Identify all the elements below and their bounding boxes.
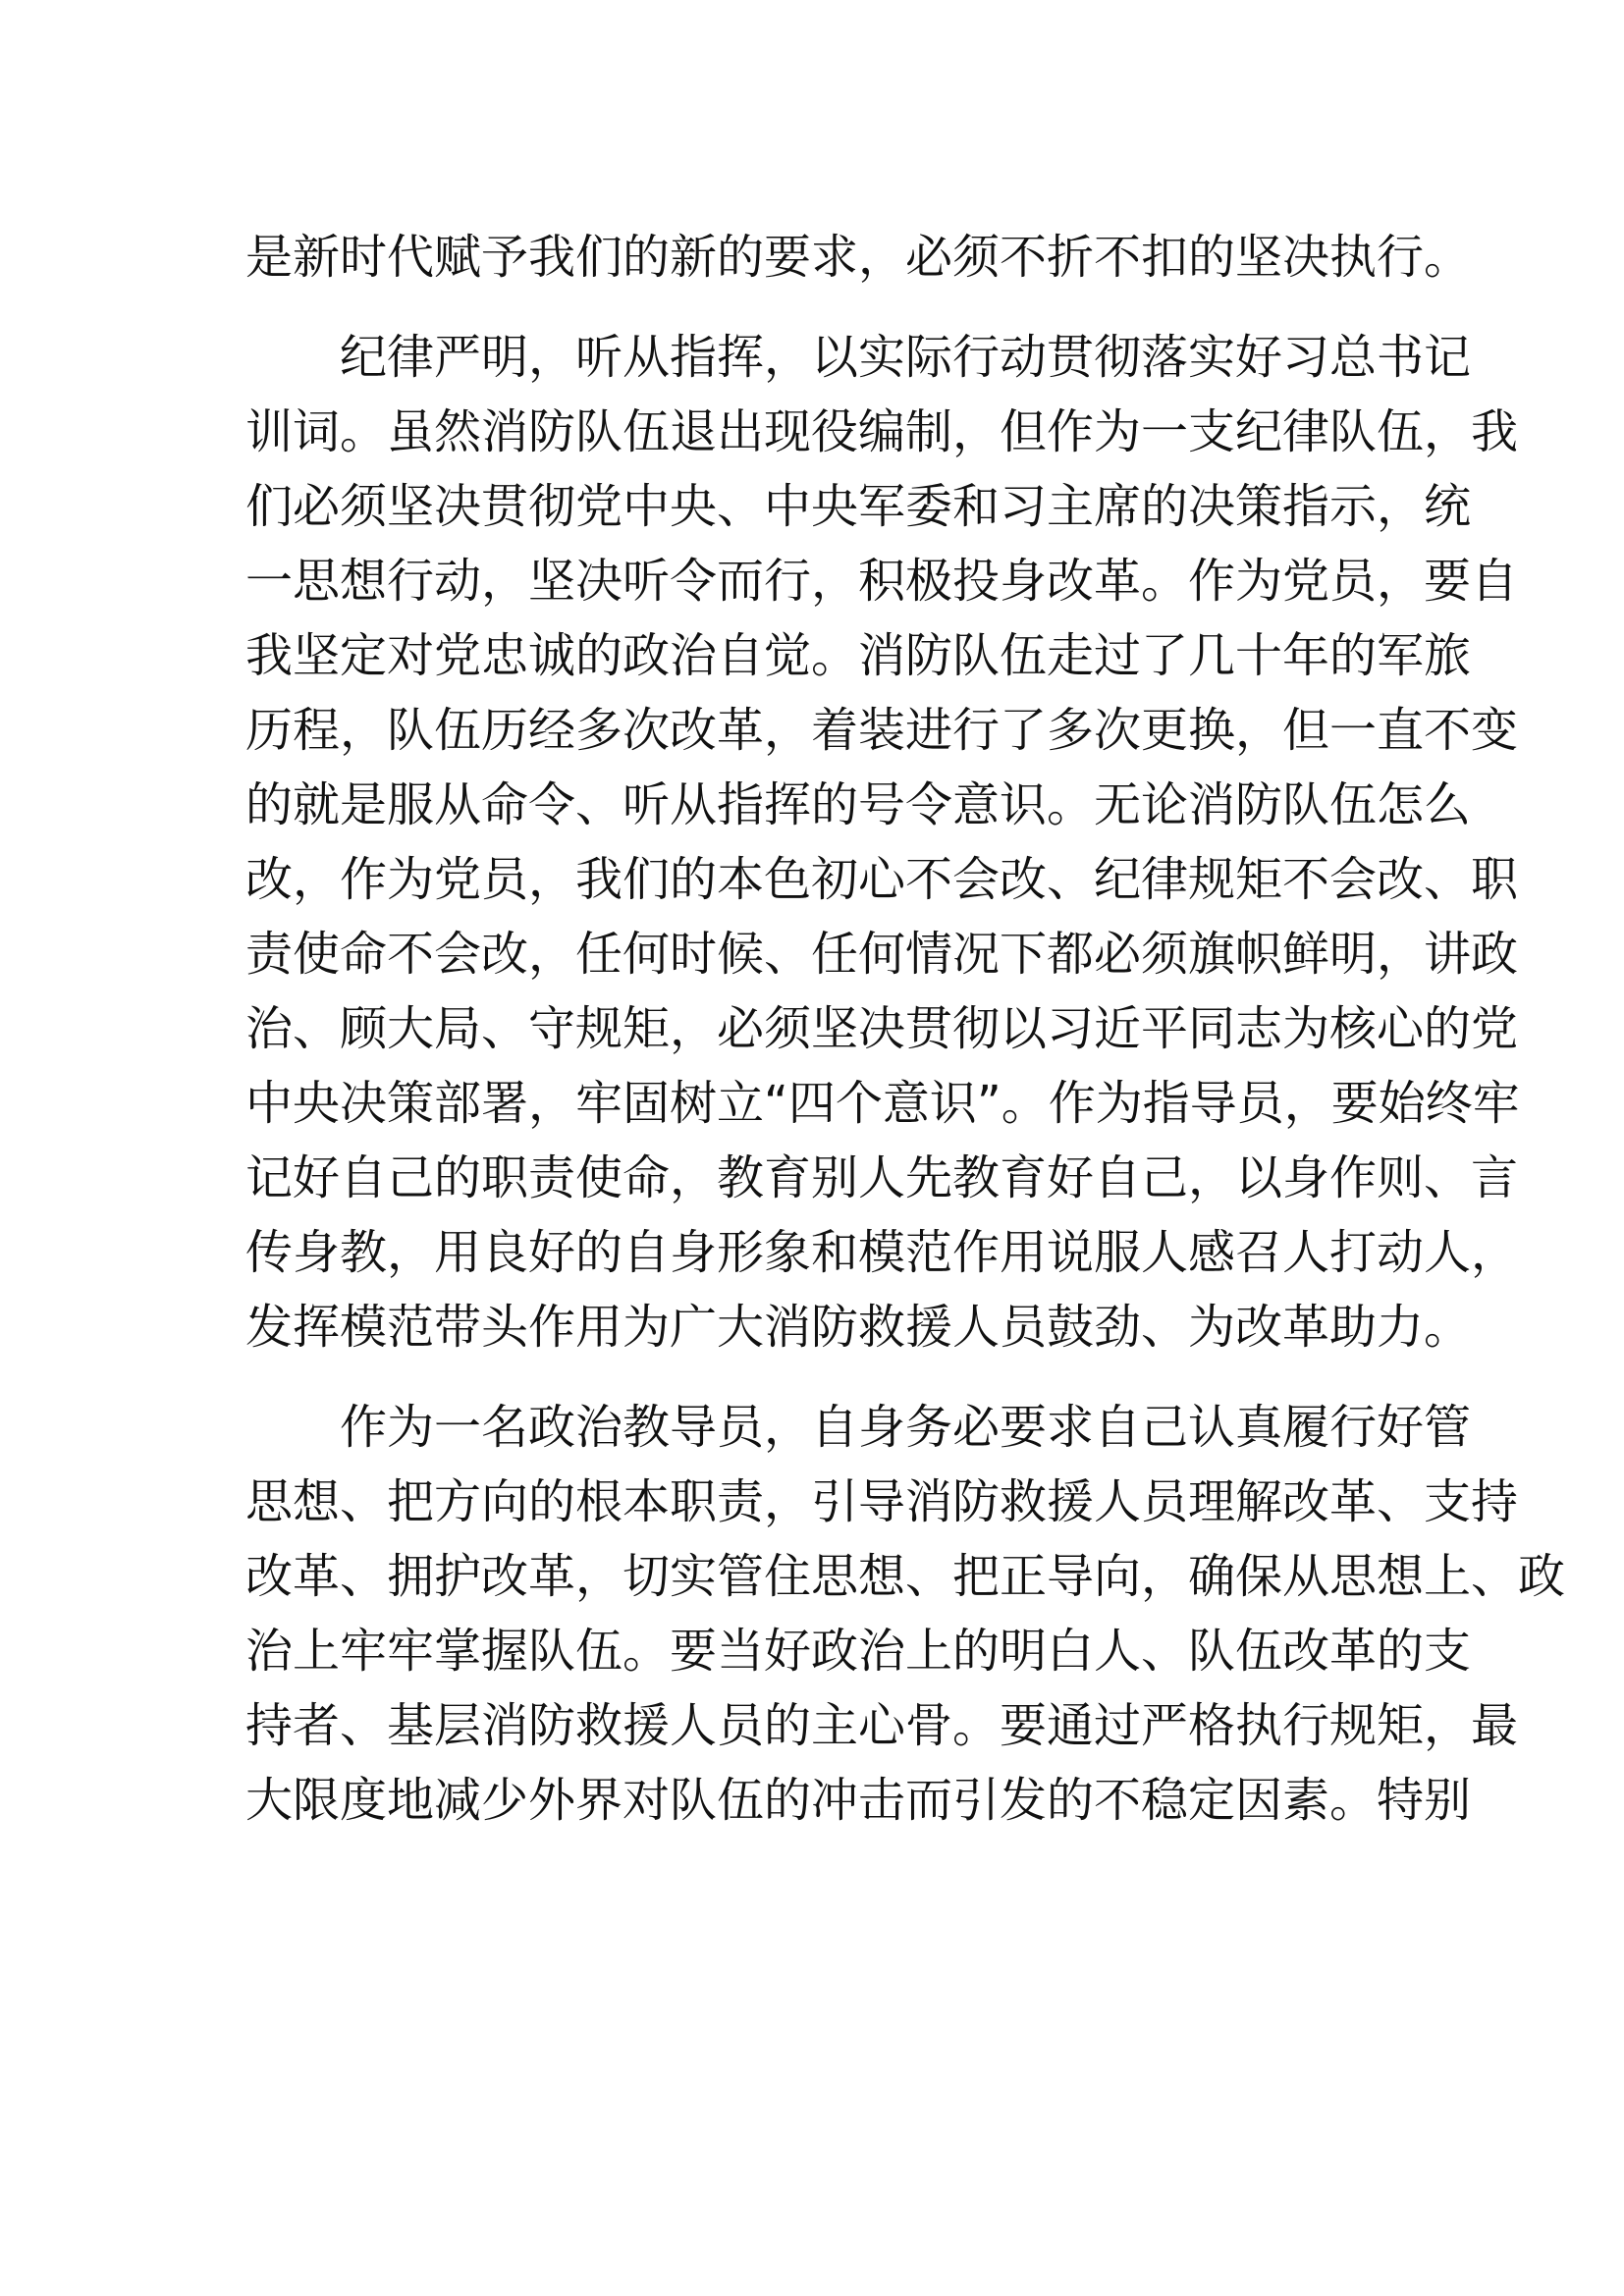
paragraph-spacer	[245, 1364, 1394, 1390]
text-line: 训词。虽然消防队伍退出现役编制，但作为一支纪律队伍，我	[245, 404, 1519, 459]
text-line: 改，作为党员，我们的本色初心不会改、纪律规矩不会改、职	[245, 852, 1519, 907]
text-line: 中央决策部署，牢固树立“四个意识”。作为指导员，要始终牢	[245, 1076, 1520, 1131]
text-line: 改革、拥护改革，切实管住思想、把正导向，确保从思想上、政	[245, 1549, 1566, 1604]
paragraph-1	[245, 220, 1472, 294]
text-line: 纪律严明，听从指挥，以实际行动贯彻落实好习总书记	[340, 330, 1472, 385]
text-line: 历程，队伍历经多次改革，着装进行了多次更换，但一直不变	[245, 703, 1519, 758]
text-line: 治、顾大局、守规矩，必须坚决贯彻以习近平同志为核心的党	[245, 1001, 1519, 1056]
text-line: 作为一名政治教导员，自身务必要求自己认真履行好管	[340, 1400, 1472, 1455]
text-line: 责使命不会改，任何时候、任何情况下都必须旗帜鲜明，讲政	[245, 927, 1519, 982]
text-line: 的就是服从命令、听从指挥的号令意识。无论消防队伍怎么	[245, 777, 1472, 832]
document-body	[245, 220, 1566, 1838]
paragraph-2	[245, 320, 1520, 1364]
text-line: 思想、把方向的根本职责，引导消防救援人员理解改革、支持	[245, 1474, 1519, 1529]
text-line: 发挥模范带头作用为广大消防救援人员鼓劲、为改革助力。	[245, 1300, 1472, 1355]
text-line: 治上牢牢掌握队伍。要当好政治上的明白人、队伍改革的支	[245, 1624, 1472, 1679]
text-line: 我坚定对党忠诚的政治自觉。消防队伍走过了几十年的军旅	[245, 628, 1472, 683]
text-line: 记好自己的职责使命，教育别人先教育好自己，以身作则、言	[245, 1150, 1519, 1205]
text-line: 传身教，用良好的自身形象和模范作用说服人感召人打动人，	[245, 1225, 1519, 1280]
paragraph-spacer	[245, 294, 1394, 320]
text-line: 们必须坚决贯彻党中央、中央军委和习主席的决策指示，统	[245, 479, 1472, 534]
text-line: 一思想行动，坚决听令而行，积极投身改革。作为党员，要自	[245, 554, 1519, 609]
text-line: 大限度地减少外界对队伍的冲击而引发的不稳定因素。特别	[245, 1773, 1472, 1828]
paragraph-3	[245, 1390, 1566, 1838]
text-line: 是新时代赋予我们的新的要求，必须不折不扣的坚决执行。	[245, 230, 1472, 285]
text-line: 持者、基层消防救援人员的主心骨。要通过严格执行规矩，最	[245, 1698, 1519, 1753]
